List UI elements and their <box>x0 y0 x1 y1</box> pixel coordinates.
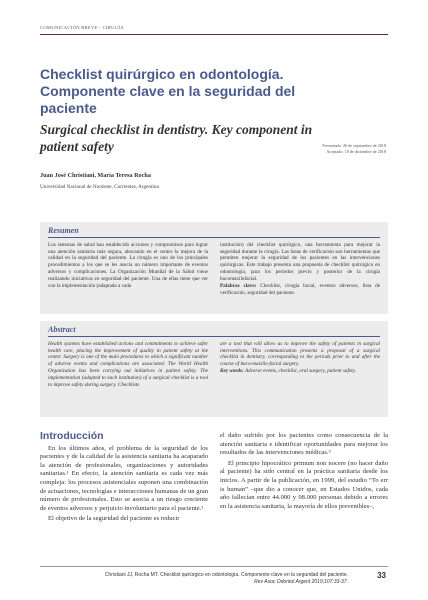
footer-citation <box>105 572 348 586</box>
abstract-rule <box>48 336 380 337</box>
body-columns <box>40 432 388 526</box>
abstract-col-1: Health systems have established actions and commitments to achieve safer health care, placing the improvement of quality in patient safety at the center. Surgery is one of the main procedures to which a significant number of adverse events and complications are associated. The World Health Organization has been carrying out initiatives in patient safety. The implementation (adapted to each institution) of a surgical checklist is a tool to improve safety during surgery. Checklists <box>48 340 208 389</box>
resumen-columns <box>48 242 380 297</box>
abstract-keywords: Adverse events, checklist, oral surgery, patient safety. <box>244 368 357 375</box>
footer-citation-text: Christiani JJ, Rocha MT. Checklist quirúrgico en odontología. Componente clave en la seguridad del paciente. <box>104 572 348 578</box>
intro-col-1-paragraph-1: En los últimos años, el problema de la seguridad de los pacientes y de la calidad de la asistencia sanitaria ha acaparado la atención de profesionales, organizaciones y autoridades sanitarias.¹ En efecto, la atención sanitaria es cada vez más compleja: los procesos asistenciales suponen una combinación de actuaciones, tecnologías e interacciones humanas de un gran número de profesionales. Esto se asocia a un riesgo creciente de eventos adversos y perjuicio involuntario para el paciente.² <box>40 444 208 512</box>
abstract-heading: Abstract <box>48 325 76 334</box>
resumen-keywords-label: Palabras clave: <box>220 283 257 290</box>
section-tag: COMUNICACIÓN BREVE - CIRUGÍA <box>40 25 124 30</box>
date-received: Presentado: 26 de septiembre de 2018 <box>322 143 386 148</box>
footer-journal: Rev Asoc Odontol Argent 2019;107:33-37. <box>254 579 348 585</box>
footer-rule <box>40 566 388 567</box>
resumen-heading: Resumen <box>48 226 79 235</box>
authors: Juan José Christiani, María Teresa Rocha <box>40 172 151 179</box>
abstract-columns <box>48 341 380 389</box>
top-rule <box>40 34 388 35</box>
intro-col-1-paragraph-2: El objetivo de la seguridad del paciente es reducir <box>48 515 180 523</box>
resumen-col-2 <box>220 242 380 297</box>
title-english: Surgical checklist in dentistry. Key component in patient safety <box>40 122 313 154</box>
intro-col-2-paragraph-1: el daño sufrido por los pacientes como consecuencia de la atención sanitaria e identificar oportunidades para mejorar los resultados de las intervenciones médicas.³ <box>220 432 388 457</box>
resumen-keywords: Checklist, cirugía bucal, eventos adversos, lista de verificación, seguridad del paciente. <box>220 283 381 296</box>
abstract-keywords-label: Key words: <box>220 368 244 375</box>
intro-col-2-paragraph-2: El principio hipocrático primum non nocere (no hacer daño al paciente) ha sido central en la práctica sanitaria desde los inicios. A partir de la publicación, en 1999, del estudio “To err is human” –que dio a conocer que, en Estados Unidos, cada año fallecían entre 44.000 y 98.000 personas debido a errores en la asistencia sanitaria, la mayoría de ellos prevenibles–, <box>220 459 388 510</box>
page-number: 33 <box>377 571 386 580</box>
dates <box>322 143 386 155</box>
affiliation: Universidad Nacional de Nordeste, Corrientes, Argentina <box>40 184 159 190</box>
abstract-col-2-text: are a tool that will allow us to improve the safety of patients in surgical interventions. This communication presents a proposal of a surgical checklist in dentistry, corresponding to the periods prior to and after the course of buco-maxillo-facial surgery. <box>220 340 380 368</box>
abstract-box <box>40 321 388 417</box>
body-col-2 <box>220 432 388 526</box>
body-col-1 <box>40 432 208 526</box>
resumen-col-2-text: institución) del checklist quirúrgico, una herramienta para mejorar la seguridad durante la cirugía. Las listas de verificación son herramientas que permiten mejorar la seguridad de los pacientes en las intervenciones quirúrgicas. Este trabajo presenta una propuesta de checklist quirúrgico en odontología, para los períodos previo y posterior de la cirugía bucomaxilofacial. <box>220 241 380 283</box>
intro-heading: Introducción <box>40 430 104 442</box>
resumen-col-1: Los sistemas de salud han establecido acciones y compromisos para lograr una atención sanitaria más segura, abocando en el centro la mejora de la calidad en la seguridad del paciente. La cirugía es uno de los principales procedimientos a los que se les asocia un número importante de eventos adversos y complicaciones. La Organización Mundial de la Salud viene realizando iniciativas en seguridad del paciente. Una de ellas tiene que ver con la implementación (adaptada a cada <box>48 241 208 290</box>
resumen-rule <box>48 237 380 238</box>
title-spanish: Checklist quirúrgico en odontología. Componente clave en la seguridad del paciente <box>40 66 296 116</box>
abstract-col-2 <box>220 341 380 389</box>
date-accepted: Aceptado: 18 de diciembre de 2018 <box>326 149 386 154</box>
resumen-box <box>40 222 388 314</box>
